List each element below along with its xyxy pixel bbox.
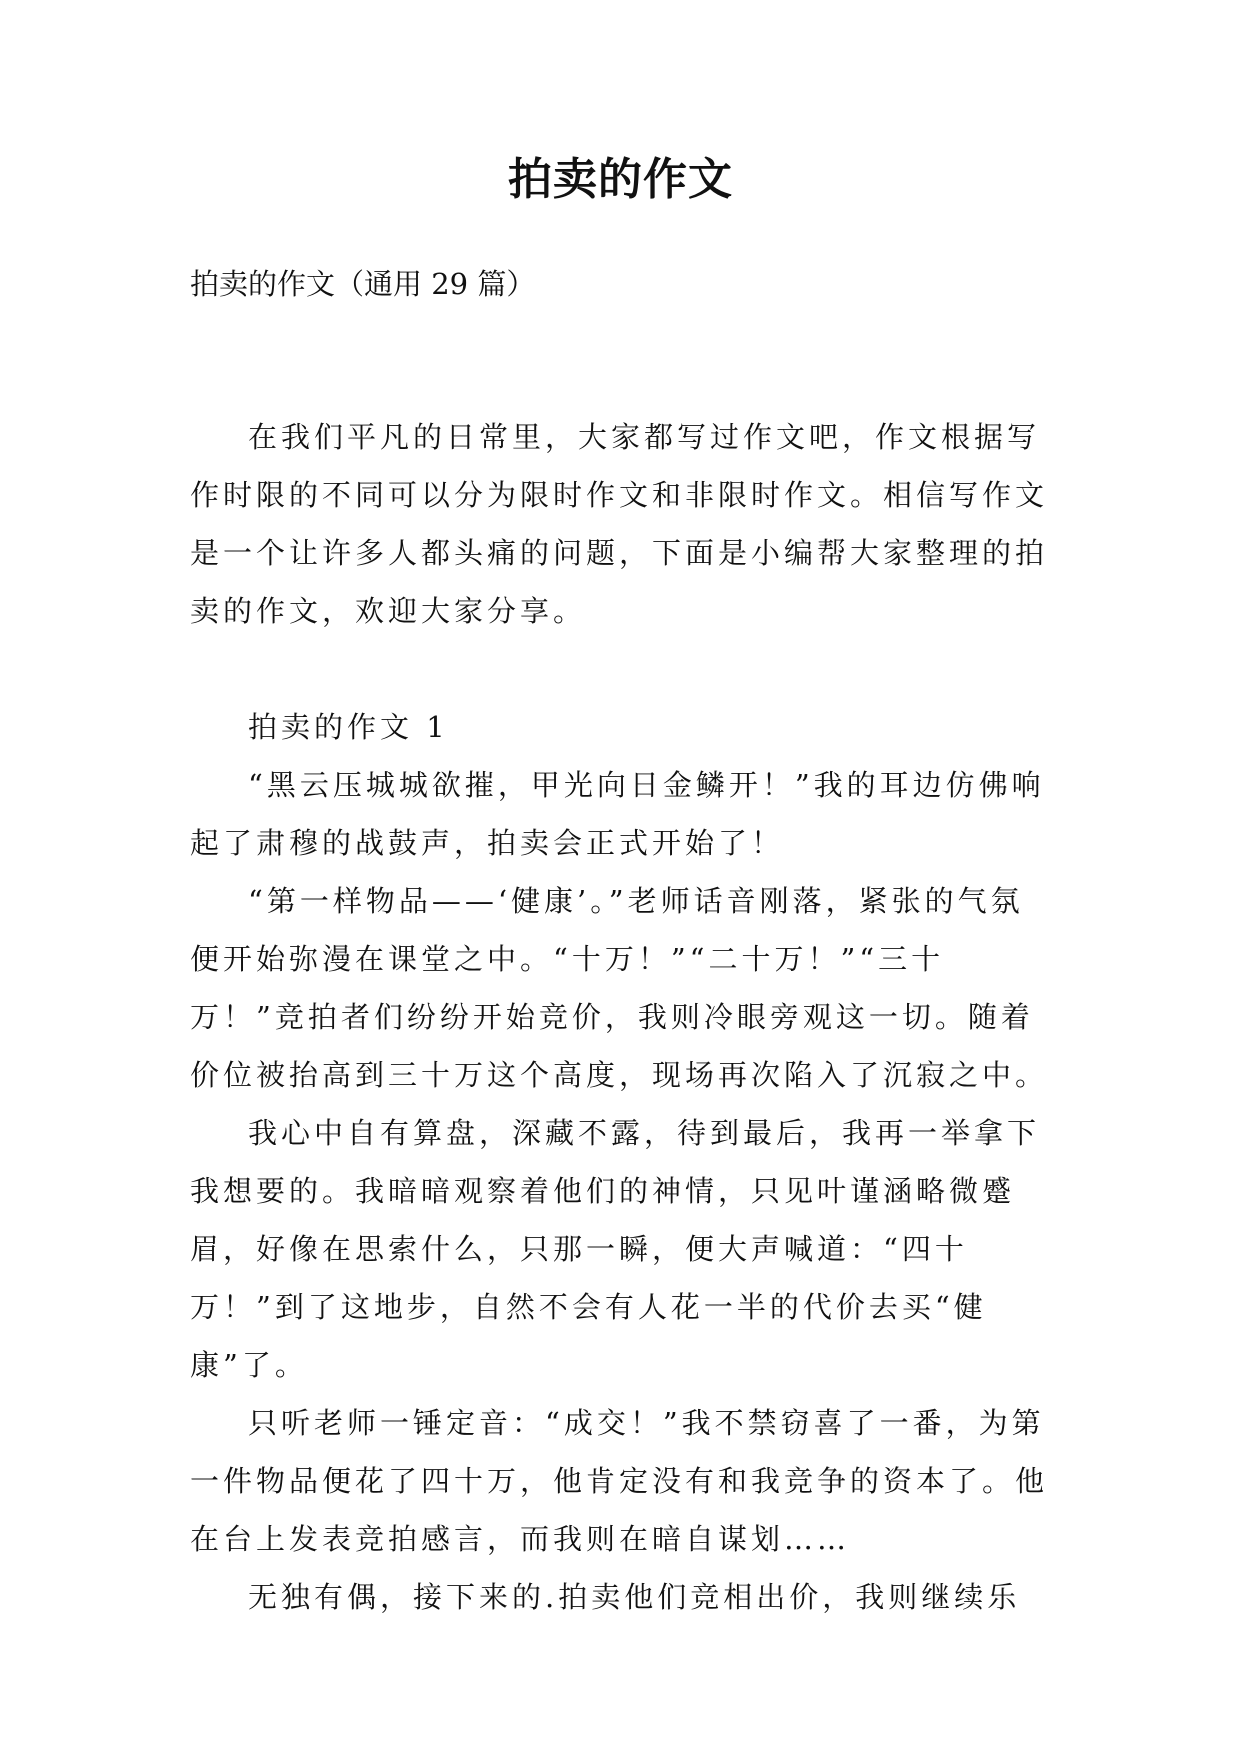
body-paragraph: 无独有偶，接下来的.拍卖他们竞相出价，我则继续乐: [248, 1580, 1021, 1614]
intro-paragraph: 在我们平凡的日常里，大家都写过作文吧，作文根据写作时限的不同可以分为限时作文和非限时作文。相信写作文是一个让许多人都头痛的问题，下面是小编帮大家整理的拍卖的作文，欢迎大家分享。: [190, 420, 1049, 628]
body-paragraph: “黑云压城城欲摧，甲光向日金鳞开！”我的耳边仿佛响起了肃穆的战鼓声，拍卖会正式开始了！: [190, 768, 1045, 860]
body-paragraph: 我心中自有算盘，深藏不露，待到最后，我再一举拿下我想要的。我暗暗观察着他们的神情，只见叶谨涵略微蹙眉，好像在思索什么，只那一瞬，便大声喊道：“四十万！”到了这地步，自然不会有人花一半的代价去买“健康”了。: [190, 1116, 1041, 1382]
body-paragraph: “第一样物品——‘健康’。”老师话音刚落，紧张的气氛便开始弥漫在课堂之中。“十万！”“二十万！”“三十万！”竞拍者们纷纷开始竞价，我则冷眼旁观这一切。随着价位被抬高到三十万这个高度，现场再次陷入了沉寂之中。: [190, 884, 1049, 1092]
section-heading: 拍卖的作文 1: [248, 710, 449, 744]
body-paragraph: 只听老师一锤定音：“成交！”我不禁窃喜了一番，为第一件物品便花了四十万，他肯定没有和我竞争的资本了。他在台上发表竞拍感言，而我则在暗自谋划……: [190, 1406, 1049, 1556]
document-title: 拍卖的作文: [508, 154, 733, 205]
document-body: [190, 408, 1050, 1626]
document-subtitle: 拍卖的作文（通用 29 篇）: [190, 267, 536, 301]
